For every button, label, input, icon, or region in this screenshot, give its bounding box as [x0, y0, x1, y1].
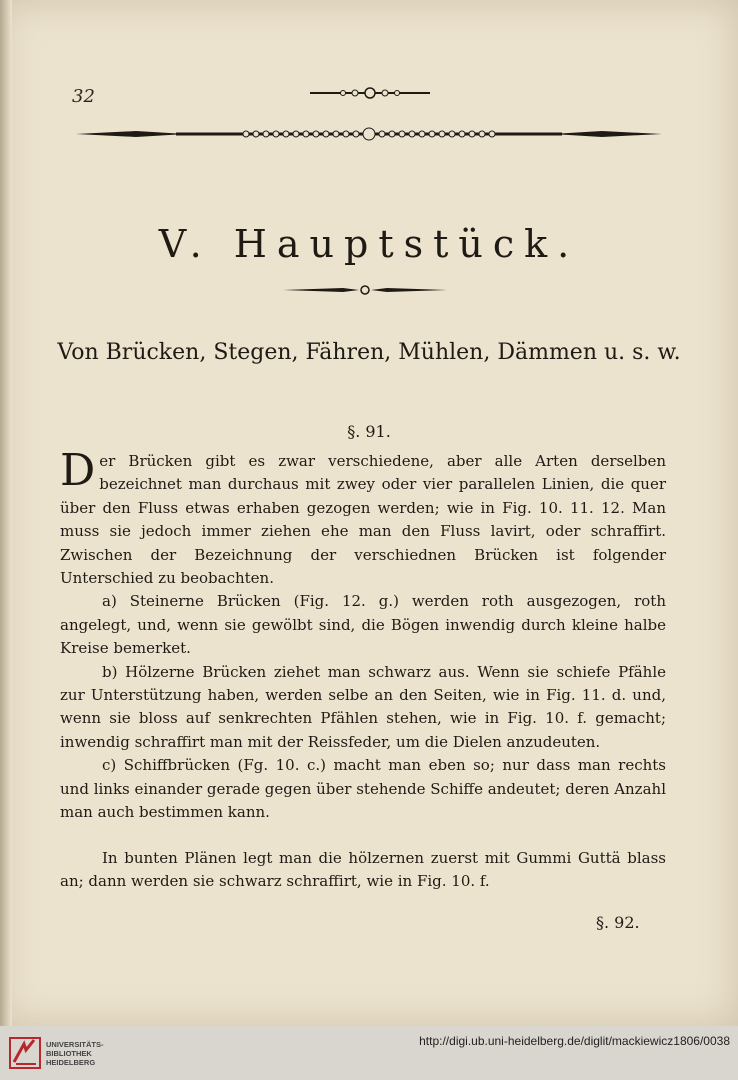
intro-text: er Brücken gibt es zwar verschiedene, aber alle Arten derselben bezeichnet man durchaus mit zwey oder vier parallelen Linien, die quer über den Fluss etwas erhaben gezogen werden; wie in Fig. 10. 11. 12. Man muss sie jedoch immer ziehen ehe man den Fluss lavirt, oder schraffirt. Zwischen der Bezeichnung der verschiednen Brücken ist folgender Unterschied zu beobachten. [60, 452, 666, 588]
chapter-title: V. Hauptstück. [158, 222, 580, 266]
chapter-subtitle: Von Brücken, Stegen, Fähren, Mühlen, Dämmen u. s. w. [57, 340, 681, 365]
closing-paragraph: In bunten Plänen legt man die hölzernen zuerst mit Gummi Guttä blass an; dann werden sie schwarz schraffirt, wie in Fig. 10. f. [60, 848, 666, 890]
library-name-line-2: BIBLIOTHEK [46, 1049, 92, 1058]
page-spine-shadow [0, 0, 12, 1026]
next-section-catchword: §. 92. [596, 913, 640, 932]
drop-cap: D [60, 445, 96, 496]
source-url-link[interactable]: http://digi.ub.uni-heidelberg.de/diglit/mackiewicz1806/0038 [419, 1034, 730, 1048]
body-text [60, 445, 666, 893]
top-ornament-rule [310, 86, 430, 100]
decorative-header-rule [76, 126, 662, 142]
library-name [46, 1040, 104, 1067]
paragraph-item-b: b) Hölzerne Brücken ziehet man schwarz aus. Wenn sie schiefe Pfähle zur Unterstützung haben, werden selbe an den Seiten, wie in Fig. 11. d. und, wenn sie bloss auf senkrechten Pfählen stehen, wie in Fig. 10. f. gemacht; inwendig schraffirt man mit der Reissfeder, um die Dielen anzudeuten. [60, 662, 666, 751]
university-library-logo-icon [6, 1032, 46, 1072]
title-divider-ornament [283, 284, 447, 296]
section-heading: §. 91. [347, 422, 391, 441]
library-name-line-1: UNIVERSITÄTS- [46, 1040, 104, 1049]
footer-bar [0, 1026, 738, 1080]
page-number: 32 [72, 86, 95, 107]
paragraph-item-a: a) Steinerne Brücken (Fig. 12. g.) werden roth ausgezogen, roth angelegt, und, wenn sie gewölbt sind, die Bögen inwendig durch kleine halbe Kreise bemerket. [60, 592, 666, 658]
paragraph-item-c: c) Schiffbrücken (Fg. 10. c.) macht man eben so; nur dass man rechts und links einander gerade gegen über stehende Schiffe andeutet; deren Anzahl man auch bestimmen kann. [60, 756, 666, 822]
library-name-line-3: HEIDELBERG [46, 1058, 96, 1067]
intro-paragraph [60, 445, 666, 590]
